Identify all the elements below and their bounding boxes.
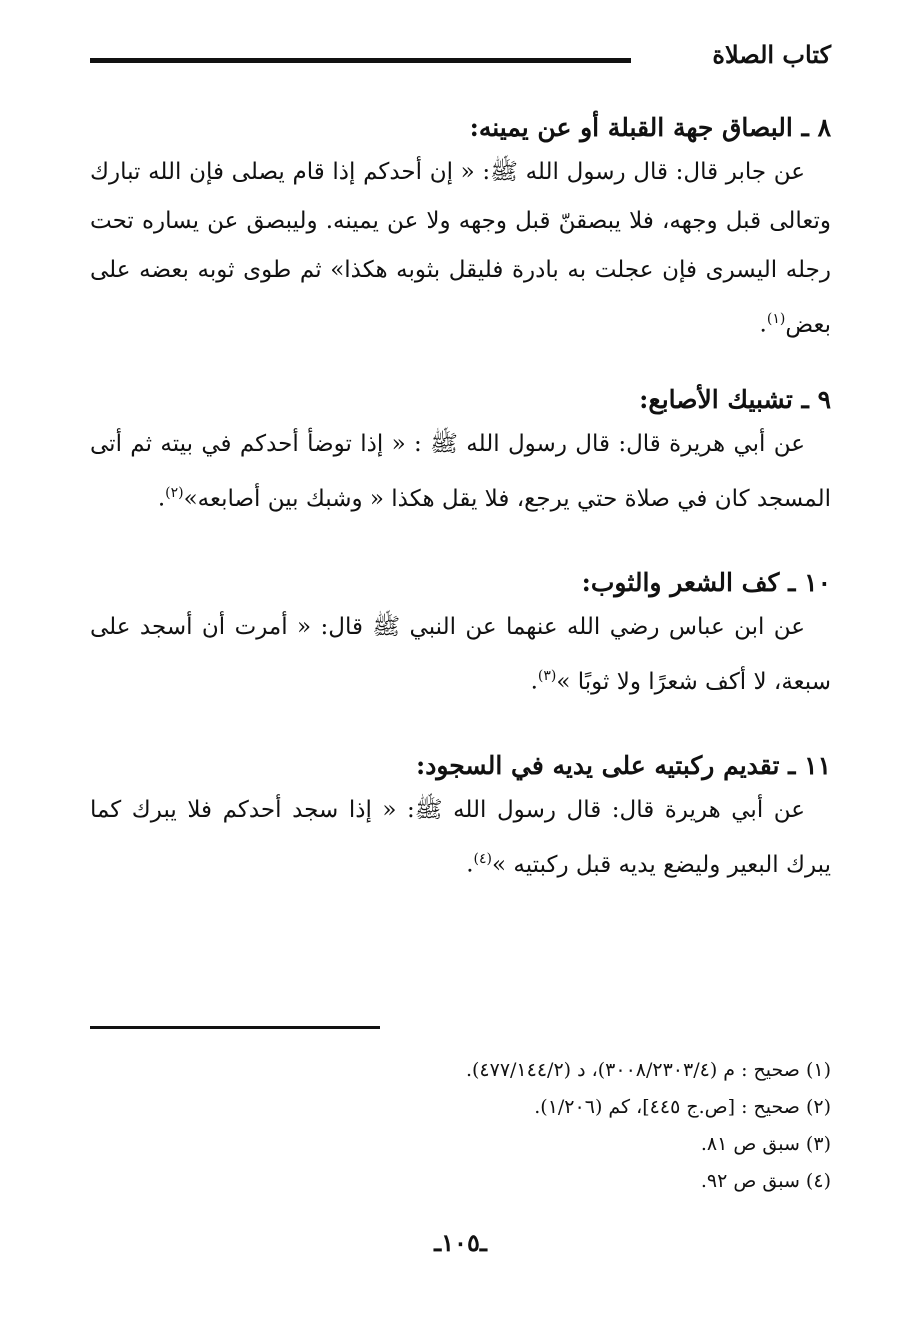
section-heading: ١٠ ـ كف الشعر والثوب: [581,568,831,597]
paragraph-text: عن ابن عباس رضي الله عنهما عن النبي ﷺ قال: « أمرت أن أسجد على سبعة، لا أكف شعرًا ولا ثوبًا » [90,614,831,695]
paragraph-text: عن جابر قال: قال رسول الله ﷺ: « إن أحدكم إذا قام يصلى فإن الله تبارك وتعالى قبل وجهه، فلا يبصقنّ قبل وجهه ولا عن يمينه. وليبصق عن يساره تحت رجله اليسرى فإن عجلت به بادرة فليقل بثوبه هكذا» ثم طوى ثوبه بعضه على بعض [90,159,831,338]
section-interlacing-fingers [90,380,831,524]
section-knees-before-hands [90,746,831,890]
footnote-ref[interactable]: (٣) [537,668,557,684]
header-rule [90,58,631,63]
running-header [90,40,831,80]
section-paragraph [90,148,831,350]
footnote: (١) صحيح : م (٣٠٠٨/٢٣٠٣/٤)، د (٤٧٧/١٤٤/٢). [465,1059,831,1081]
footnote-ref[interactable]: (١) [766,311,786,327]
footnote: (٤) سبق ص ٩٢. [700,1170,831,1192]
paragraph-end: . [466,851,474,878]
paragraph-end: . [157,485,166,512]
footnotes [90,1052,831,1200]
footnote: (٢) صحيح : [ص.ج ٤٤٥]، كم (١/٢٠٦). [534,1096,831,1118]
paragraph-end: . [530,668,538,695]
paragraph-text: عن أبي هريرة قال: قال رسول الله ﷺ : « إذا توضأ أحدكم في بيته ثم أتى المسجد كان في صلاة حتي يرجع، فلا يقل هكذا « وشبك بين أصابعه» [90,431,831,512]
section-paragraph [90,603,831,707]
footnote-separator [90,1026,380,1029]
section-heading: ١١ ـ تقديم ركبتيه على يديه في السجود: [416,751,831,780]
paragraph-end: . [759,311,767,338]
footnote: (٣) سبق ص ٨١. [700,1133,831,1155]
section-heading: ٩ ـ تشبيك الأصابع: [639,385,831,414]
paragraph-text: عن أبي هريرة قال: قال رسول الله ﷺ: « إذا سجد أحدكم فلا يبرك كما يبرك البعير وليضع يديه قبل ركبتيه » [90,797,831,878]
section-paragraph [90,786,831,890]
section-paragraph [90,420,831,524]
footnote-ref[interactable]: (٢) [165,485,184,501]
section-spitting [90,108,831,350]
page-number: ـ١٠٥ـ [434,1228,487,1257]
section-hair-and-garment [90,563,831,707]
header-title: كتاب الصلاة [712,40,831,69]
section-heading: ٨ ـ البصاق جهة القبلة أو عن يمينه: [469,113,831,142]
footnote-ref[interactable]: (٤) [473,851,492,867]
